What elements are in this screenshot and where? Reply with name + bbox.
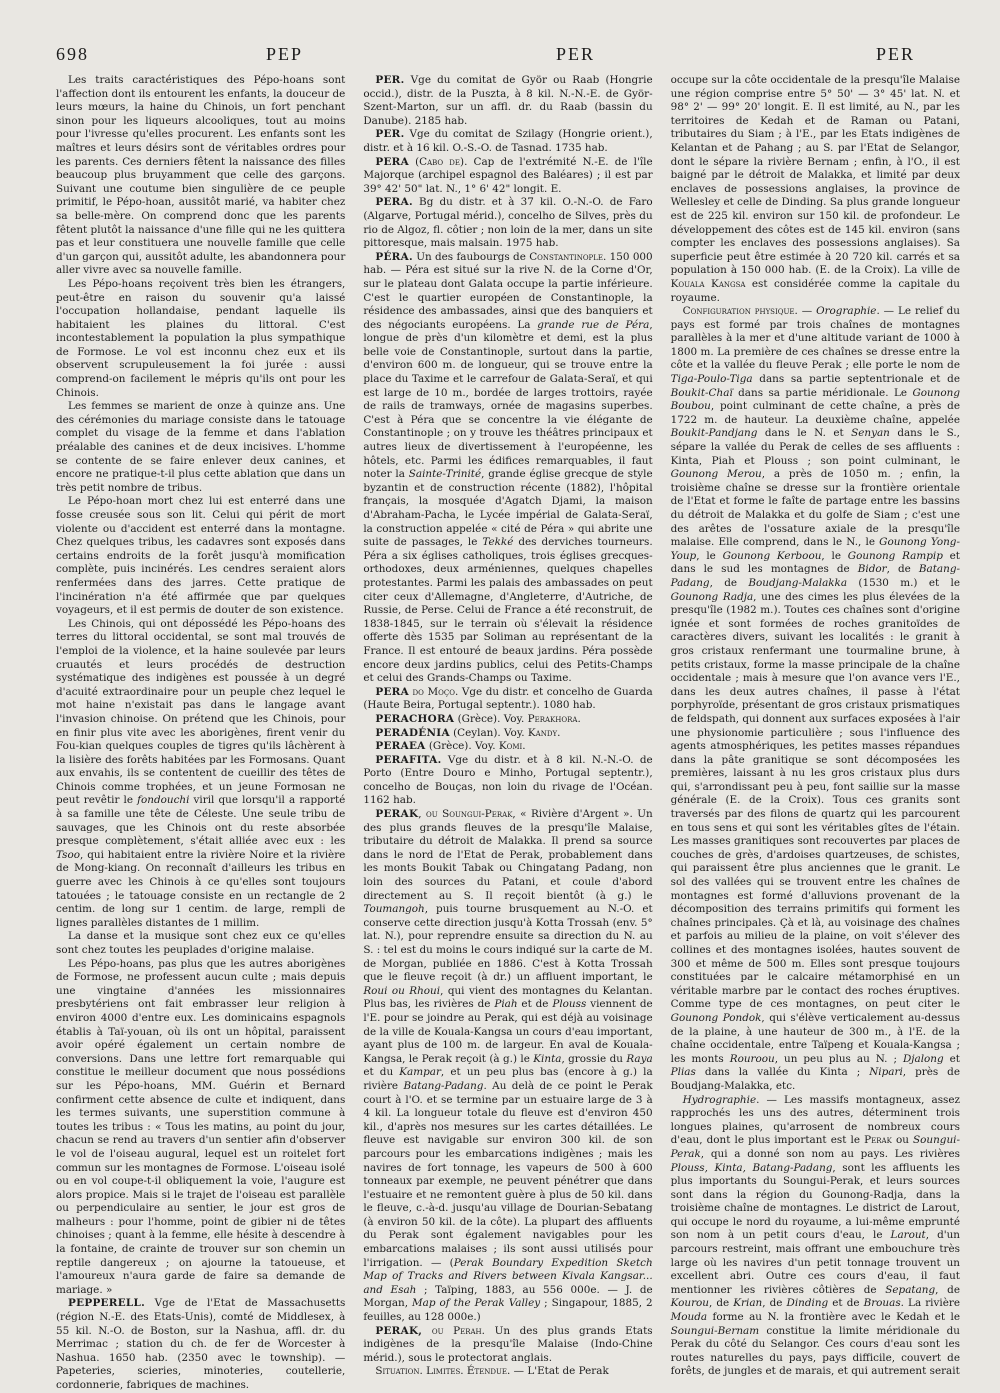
headword: PERA. (375, 196, 413, 209)
headword: PERAEA (375, 740, 426, 753)
text-run: Bidor (857, 563, 887, 576)
text-run: constitue la limite méridionale du Perak du côté du Selangor. Ces cours d'eau sont les routes naturelles du pays, pays difficile, couvert de forêts, de jungles et de marais, et qui autrement serait (670, 1324, 960, 1378)
text-run: , a près de 1050 m. ; enfin, la troisième chaîne se dresse sur la frontière orientale de l'Etat et forme le faîte de partage entre les bassins du détroit de Malakka et du golfe de Siam ; c'est une des arêtes de l'ossature axiale de la presqu'île malaise. Elle comprend, dans le N., le (670, 468, 960, 549)
text-run: Nipari (869, 1066, 903, 1079)
text-run: . 150 000 hab. — Péra est situé sur la rive N. de la Corne d'Or, sur le plateau dont Galata occupe la partie inférieure. C'est le quartier européen de Constantinople, la résidence des ambassades, ainsi que des banquiers et des négociants européens. La (363, 250, 653, 331)
entry-perak-river (363, 808, 652, 1325)
paragraph (56, 618, 345, 931)
text-run: . La rivière (900, 1297, 960, 1310)
text-run: , qui s'élève verticalement au-dessus de la plaine, à une hauteur de 300 m., à l'E. de la chaîne occidentale, entre Taïpeng et Kouala-Kangsa ; les monts (670, 1011, 960, 1065)
text-run: Constantinople (529, 250, 604, 263)
running-head-center: PER (556, 44, 596, 64)
text-run: , grande église grecque de style byzantin et de construction récente (1882), l'hôpital français, la mosquée d'Agatch Djami, la maison d'Abraham-Pacha, le Lycée impérial de Galata-Seraï, la construction appelée « cité de Péra » qui abrite une suite de passages, le (363, 468, 653, 549)
cross-reference-link[interactable]: Kandy (527, 726, 558, 739)
text-run: Gounong Kerboou (722, 549, 822, 562)
column-3 (670, 74, 960, 1378)
section-heading: Situation. Limites. Étendue. (375, 1365, 511, 1378)
entry-peradenia: PERADÉNIA (Ceylan). Voy. Kandy. (375, 726, 561, 739)
text-run: , qui vient des montagnes du Kelantan. Plus bas, les rivières de (363, 984, 653, 1011)
text-run: , une des cimes les plus élevées de la presqu'île (1982 m.). Toutes ces chaînes sont d'origine ignée et sont formées de roches granitoïdes de caractères divers, suivant les localités : le granit à gros cristaux renfermant une tourmaline brune, à petits cristaux, forme la masse principale de la chaîne occidentale ; mais à mesure que l'on avance vers l'E., dans les deux autres chaînes, il passe à l'état porphyroïde, présentant de gros cristaux prismatiques de feldspath, qui donnent aux surfaces exposées à l'air une physionomie particulière ; sous l'influence des agents atmosphériques, les petites masses répandues dans la pâte granitique se sont décomposées les premières, laissant à nu les gros cristaux plus durs qui, s'arrondissant peu à peu, font saillie sur la masse générale (E. de la Croix). Tous ces granits sont traversés par des filons de quartz qui les parcourent en tous sens et qui sont les véritables gîtes de l'étain. Les masses granitiques sont recouvertes par places de couches de grès, d'ardoises quartzeuses, de schistes, qui paraissent être plus anciennes que le granit. Le sol des vallées qui se trouvent entre les chaînes de montagnes est formé d'alluvions provenant de la décomposition des terrains primitifs qui forment les chaînes principales. Çà et là, au voisinage des chaînes et parfois au milieu de la plaine, on voit s'élever des collines et des montagnes isolées, hautes souvent de 300 et même de 500 m. Elles sont presque toujours constituées par le calcaire métamorphisé en un véritable marbre par le contact des roches éruptives. Comme type de ces montagnes, on peut citer le (670, 590, 960, 1011)
text-run: Tsoo (56, 848, 81, 861)
entry-peraea: PERAEA (Grèce). Voy. Komi. (375, 740, 526, 753)
text-run: Senyan (851, 427, 890, 440)
headword: PÉRA. (375, 250, 413, 263)
text-run: Batang-Padang (670, 563, 960, 589)
text-run: occupe sur la côte occidentale de la presqu'île Malaise une région comprise entre 5° 50' — 3° 45' lat. N. et 98° 2' — 99° 20' longit. E. Il est limité, au N., par les territoires de Kedah et de Raman ou Patani, tributaires du Siam ; à l'E., par les Etats indigènes de Kelantan et de Pahang ; au S. par l'Etat de Selangor, dont le sépare la rivière Bernam ; enfin, à l'O., il est baigné par le détroit de Malakka, et limité par deux enclaves de possessions anglaises, la province de Wellesley et celle de Dinding. Sa plus grande longueur est de 225 kil. environ sur 150 kil. de profondeur. Le développement des côtes est de 145 kil. environ (sans compter les enclaves des possessions anglaises). Sa superficie peut être estimée à 20 720 kil. carrés et sa population à 150 000 hab. (E. de la Croix). La ville de (670, 74, 960, 277)
entry-perak-state (363, 1325, 652, 1366)
text-run: , le (696, 549, 723, 562)
entry-pera-cabo (363, 156, 652, 197)
running-header (56, 40, 960, 74)
paragraph: Les Pépo-hoans reçoivent très bien les étrangers, peut-être en raison du souvenir qu'a laissé l'occupation hollandaise, pendant laquelle ils habitaient les plaines du littoral. C'est incontestablement la population la plus sympathique de Formose. Le vol est inconnu chez eux et ils observent scrupuleusement la foi jurée : aussi comprend-on facilement le mépris qu'ils ont pour les Chinois. (56, 277, 346, 399)
headword: PERA (375, 685, 409, 698)
running-head-right: PER (876, 44, 916, 64)
text-run: Boukit-Pandjang (670, 427, 758, 440)
text-run: Sepatang (885, 1283, 936, 1296)
cross-reference-link[interactable]: Komi (498, 740, 523, 753)
entry-per-1 (363, 74, 652, 128)
text-run: Dinding (786, 1297, 829, 1310)
text-run: Krian (733, 1297, 763, 1310)
text-run: Soungui-Bernam (670, 1324, 760, 1337)
text-run: Boukit-Chaï (670, 386, 733, 399)
section-heading: Configuration physique. (682, 305, 798, 318)
text-run: Gounong Yong-Youp (670, 536, 960, 562)
text-run: Roui ou Rhoui (363, 984, 441, 997)
text-run: grande rue de Péra (537, 318, 650, 331)
text-run: do Moço. (408, 685, 459, 698)
text-run: . Au delà de ce point le Perak court à l'O. et se termine par un estuaire large de 3 à 4 kil. La longueur totale du fleuve est d'environ 450 kil., d'après nos mesures sur les cartes détaillées. Le fleuve est navigable sur environ 300 kil. de son parcours pour les embarcations indigènes ; mais les navires de fort tonnage, les vapeurs de 500 à 600 tonneaux par exemple, ne peuvent pénétrer que dans l'estuaire et ne remontent guère à plus de 50 kil. dans le fleuve, c.-à-d. jusqu'au village de Dourian-Sebatang (à environ 50 kil. de la côte). La plupart des affluents du Perak sont également navigables pour les embarcations malaises ; ils sont aussi utilisés pour l'irrigation. — ( (363, 1079, 653, 1269)
text-run: Plias (670, 1066, 696, 1079)
paragraph: Les traits caractéristiques des Pépo-hoans sont l'affection dont ils entourent les enfants, la douceur de leurs mœurs, la haine du Chinois, un fort penchant sinon pour les liqueurs alcooliques, tout au moins pour l'ivresse qu'elles procurent. Les enfants sont les maîtres et leurs désirs sont de véritables ordres pour les parents. Ces derniers fêtent la naissance des filles beaucoup plus bruyamment que celle des garçons. Suivant une coutume bien singulière de ce peuple primitif, le Pépo-hoan, aussitôt marié, va habiter chez sa belle-mère. On comprend donc que les parents fêtent plutôt la naissance d'une fille qui ne les quittera pas et leur constituera une nouvelle famille que celle d'un garçon qui, aussitôt adulte, les abandonnera pour aller vivre avec sa nouvelle famille. (56, 74, 346, 277)
text-run: et dans le sud les montagnes de (670, 549, 960, 576)
text-run: (Cabo de). (408, 155, 468, 168)
text-run: et du (363, 1066, 400, 1079)
text-run: , près de Boudjang-Malakka, etc. (670, 1066, 960, 1092)
text-run: Gounong Boubou (670, 386, 960, 413)
section-situation (363, 1365, 652, 1379)
headword: PERAK (375, 808, 419, 821)
text-run: — (797, 305, 817, 318)
text-run: , qui a donné son nom au pays. Les rivières (700, 1147, 960, 1160)
paragraph: Les femmes se marient de onze à quinze ans. Une des cérémonies du mariage consiste dans le tatouage complet du visage de la femme et dans l'ablation préalable des canines et de deux incisives. L'homme se contente de se faire enlever deux canines, et encore ne pratique-t-il plus cette ablation que dans un très petit nombre de tribus. (56, 400, 346, 494)
column-1 (56, 74, 346, 1391)
cross-reference-link[interactable]: Perakhora (527, 712, 578, 725)
text-run: , ou Soungui-Perak (418, 808, 513, 821)
text-run: Vge du comitat de Györ ou Raab (Hongrie occid.), distr. de la Puszta, à 8 kil. N.-N.-E. de Györ-Szent-Marton, sur un affl. dr. du Raab (bassin du Danube). 2185 hab. (363, 74, 653, 127)
text-run: viril que lorsqu'il a rapporté à sa famille une tête de Céleste. Une seule tribu de sauvages, que les Chinois ont du reste absorbée presque complètement, s'était alliée avec eux : les (56, 794, 346, 848)
headword: PEPPERELL. (68, 1297, 146, 1310)
paragraph: Le Pépo-hoan mort chez lui est enterré dans une fosse creusée sous son lit. Celui qui périt de mort violente ou d'accident est enterré dans la montagne. Chez quelques tribus, les cadavres sont exposés dans certains endroits de la forêt jusqu'à momification complète, puis incinérés. Les cendres seraient alors renfermées dans des jarres. Cette pratique de l'incinération n'a été affirmée que par quelques voyageurs, et il est permis de douter de son existence. (56, 495, 346, 617)
text-run: Djalong (902, 1052, 944, 1065)
text-run: dans sa partie septentrionale et de (752, 373, 960, 386)
text-run: Tekké (482, 536, 514, 549)
text-run: Vge du distr. et à 8 kil. N.-N.-O. de Porto (Entre Douro e Minho, Portugal septentr.), concelho de Bouças, non loin du rivage de l'Océan. 1162 hab. (363, 753, 653, 807)
text-run: Un des faubourgs de (412, 250, 530, 263)
text-run: , de (886, 563, 919, 576)
text-run: dans le S., sépare la vallée du Perak de celles de ses affluents : Kinta, Piah et Plouss ; son point culminant, le (670, 427, 960, 467)
text-run: et de (517, 998, 553, 1011)
text-run: , un peu plus au N. ; (774, 1052, 903, 1065)
text-run: Map of the Perak Valley (412, 1297, 541, 1310)
text-run: (1530 m.) et le (847, 576, 960, 589)
text-run: dans la vallée du Kinta ; (695, 1066, 870, 1079)
text-run: Vge du distr. et concelho de Guarda (Haute Beira, Portugal septentr.). 1080 hab. (363, 685, 653, 712)
text-run: Brouas (863, 1297, 901, 1310)
text-run: fondouchi (137, 794, 190, 807)
text-run: (Grèce). Voy. (454, 712, 528, 725)
text-run: Kampar (399, 1066, 441, 1079)
text-run: Kinta (533, 1052, 562, 1065)
text-run: Perak Boundary Expedition Sketch Map of Tracks and Rivers between Kivala Kangsar... and Esah (363, 1256, 653, 1296)
text-run: Les Chinois, qui ont dépossédé les Pépo-hoans des terres du littoral occidental, se sont mal trouvés de l'emploi de la violence, et la haine soulevée par leurs cruautés et leurs procédés de destruction systématique des indigènes est poussée à un degré d'acuité extraordinaire pour un peuple chez lequel le mot haine n'existait pas dans le langage avant l'invasion chinoise. On prétend que les Chinois, pour en finir plus vite avec les aborigènes, firent venir du Fou-kian quelques couples de tigres qu'ils lâchèrent à la lisière des forêts habitées par les Formosans. Quant aux envahis, ils se contentent de cueillir des têtes de Chinois comme trophées, et un jeune Formosan ne peut revêtir le (56, 617, 346, 807)
text-run: , qui habitaient entre la rivière Noire et la rivière de Mong-kiang. On reconnaît d'ailleurs les tribus en guerre avec les Chinois à ce qu'elles sont toujours tatouées ; le tatouage consiste en un rectangle de 2 centim. de long sur 1 centim. de large, rempli de lignes parallèles distantes de 1 millim. (56, 848, 346, 929)
entry-pera-bg (363, 196, 652, 250)
text-run: (Grèce). Voy. (425, 740, 499, 753)
text-run: est considérée comme la capitale du royaume. (670, 277, 960, 304)
text-run: ou Perah. (422, 1324, 485, 1337)
text-run: Kourou (670, 1297, 710, 1310)
paragraph (671, 74, 960, 305)
text-run: Soungui-Perak (670, 1134, 960, 1160)
entry-pepperell (56, 1297, 345, 1392)
text-run: , grossie du (561, 1052, 627, 1065)
text-run: et de (828, 1297, 864, 1310)
text-run: (Ceylan). Voy. (449, 726, 528, 739)
headword: PERADÉNIA (375, 726, 450, 739)
text-run: viennent de l'E. pour se joindre au Perak, qui est déjà au voisinage de la ville de Kouala-Kangsa un cours d'eau important, ayant plus de 100 m. de largeur. En aval de Kouala-Kangsa, le Perak reçoit (à g.) le (363, 998, 653, 1065)
text-run: , point culminant de cette chaîne, a près de 1722 m. de hauteur. La deuxième chaîne, appelée (670, 400, 960, 426)
text-run: Orographie (816, 305, 877, 318)
section-heading: Hydrographie (682, 1093, 757, 1106)
text-run: Plouss, Kinta, Batang-Padang (670, 1161, 833, 1174)
text-run: Gounong Radja (670, 590, 754, 603)
text-run: des derviches tourneurs. Péra a six églises catholiques, trois églises grecques-orthodoxes, deux arméniennes, quelques chapelles protestantes. Parmi les palais des ambassades on peut citer ceux d'Allemagne, d'Angleterre, d'Autriche, de Russie, de Perse. Celui de France a été reconstruit, de 1838-1845, sur le terrain où s'élevait la résidence offerte dès 1535 par Soliman au représentant de la France. Il est entouré de beaux jardins. Péra possède encore deux jardins publics, celui des Petits-Champs et celui des Grands-Champs ou Taxime. (363, 536, 653, 685)
text-run: Kouala Kangsa (670, 277, 746, 290)
text-run: Plouss (552, 998, 587, 1011)
entry-perafita (363, 754, 652, 808)
text-run: , sont les affluents les plus importants du Soungui-Perak, et leurs sources sont dans la région du Gounong-Radja, dans la troisième chaîne de montagnes. Le district de Larout, qui occupe le nord du royaume, a lui-même emprunté son nom à un petit cours d'eau, le (670, 1161, 960, 1242)
text-run: , « Rivière d'Argent ». Un des plus grands fleuves de la presqu'île Malaise, tributaire du détroit de Malakka. Il prend sa source dans le nord de l'Etat de Perak, probablement dans les monts Boukit Tabak ou Chingatang Padang, non loin des sources du Patani, et coule d'abord directement au S. Il reçoit bientôt (à g.) le (363, 808, 653, 902)
text-run: Boudjang-Malakka (748, 576, 848, 589)
text-run: Tiga-Poulo-Tiga (670, 373, 753, 386)
text-run: , longue de près d'un kilomètre et demi, est la plus belle voie de Constantinople, surtout dans la partie, d'environ 600 m. de longueur, qui se trouve entre la place du Taxime et le carrefour de Galata-Seraï, et qui est large de 10 m., bordée de larges trottoirs, rayée de rails de tramways, ornée de magasins superbes. C'est à Péra que se concentre la vie élégante de Constantinople ; on y trouve les théâtres principaux et autres lieux de divertissement à l'européenne, les hôtels, etc. Parmi les édifices remarquables, il faut noter la (363, 318, 653, 481)
text-run: Bg du distr. et à 37 kil. O.-N.-O. de Faro (Algarve, Portugal mérid.), concelho de Silves, près du rio de Algoz, fl. côtier ; non loin de la mer, dans un site pittoresque, mais malsain. 1975 hab. (363, 196, 653, 250)
text-run: , le (821, 549, 848, 562)
text-run: forme au N. la frontière avec le Kedah et le (707, 1311, 960, 1324)
entry-per-2 (363, 128, 652, 155)
text-run: . — Le relief du pays est formé par trois chaînes de montagnes parallèles à la mer et d'une altitude variant de 1000 à 1800 m. La première de ces chaînes se dresse entre la côte et la vallée du fleuve Perak ; elle porte le nom de (670, 305, 960, 372)
text-run: , et un peu plus bas (encore à g.) la rivière (363, 1066, 653, 1092)
text-run: Batang-Padang (403, 1079, 484, 1092)
text-run: et (943, 1052, 960, 1065)
running-head-left: PEP (266, 44, 304, 64)
text-run: dans sa partie méridionale. Le (732, 386, 913, 399)
text-run: Raya (626, 1052, 653, 1065)
text-run: — L'Etat de Perak (510, 1365, 609, 1378)
text-run: ou (891, 1134, 914, 1147)
text-run: , de (935, 1283, 960, 1296)
headword: PERACHORA (375, 712, 455, 725)
entry-perachora: PERACHORA (Grèce). Voy. Perakhora. (375, 712, 581, 725)
text-run: dans le N. et (757, 427, 852, 440)
text-run: Larout (890, 1229, 926, 1242)
text-run: Sainte-Trinité (408, 468, 482, 481)
text-run: , de (709, 576, 749, 589)
text-run: Piah (494, 998, 518, 1011)
text-run: Vge du comitat de Szilagy (Hongrie orient.), distr. et à 16 kil. O.-S.-O. de Tasnad. 1735 hab. (363, 128, 653, 154)
page-number: 698 (56, 44, 89, 64)
text-run: , d'un parcours restreint, mais offrant une embouchure très large où les navires d'un petit tonnage trouvent un excellent abri. Outre ces cours d'eau, il faut mentionner les rivières côtières de (670, 1229, 960, 1296)
text-run: Gounong Pondok (670, 1011, 762, 1024)
paragraph: Les Pépo-hoans, pas plus que les autres aborigènes de Formose, ne professent aucun culte ; mais depuis une vingtaine d'années les missionnaires presbytériens ont fait embrasser leur religion à environ 4000 d'entre eux. Les dominicains espagnols établis à Taï-youan, où ils ont un hôpital, paraissent avoir opéré également un certain nombre de conversions. Dans une lettre fort remarquable qui constitue le meilleur document que nous possédions sur les Pépo-hoans, MM. Guérin et Bernard confirment cette absence de culte et indiquent, dans les termes suivants, une superstition commune à toutes les tribus : « Tous les matins, au point du jour, chacun se rend au travers d'un sentier afin d'observer le vol de l'oiseau augural, lequel est un roitelet fort commun sur les montagnes de Formose. L'oiseau isolé ou en vol coupe-t-il obliquement la voie, l'augure est alors propice. Mais si le trajet de l'oiseau est parallèle ou perpendiculaire au sentier, le jour est gros de malheurs : pour l'homme, point de gibier ni de têtes chinoises ; quant à la femme, elle hésite à descendre à la fontaine, de crainte de trouver sur son chemin un reptile dangereux ; on ajourne la tatoueuse, et l'amoureux n'aura garde de faire sa demande de mariage. » (56, 957, 346, 1296)
text-run: Un des plus grands Etats indigènes de la presqu'île Malaise (Indo-Chine mérid.), sous le protectorat anglais. (363, 1324, 653, 1364)
text-run: ; Singapour, 1885, 2 feuilles, au 128 000e.) (363, 1297, 653, 1324)
headword: PERAK, (375, 1324, 423, 1337)
text-run: Perak (864, 1134, 892, 1147)
text-run: , puis tourne brusquement au N.-O. et conserve cette direction jusqu'à Kotta Trossah (env. 5° lat. N.), pour reprendre ensuite sa direction du N. au S. : tel est du moins le cours indiqué sur la carte de M. de Morgan, publiée en 1886. C'est à Kotta Trossah que le fleuve reçoit (à dr.) un affluent important, le (363, 903, 653, 984)
text-run: Toumangoh (363, 903, 425, 916)
headword: PER. (375, 128, 405, 141)
headword: PERAFITA. (375, 753, 442, 766)
headword: PERA (375, 155, 409, 168)
text-columns (56, 74, 960, 1391)
section-configuration (671, 305, 960, 1093)
section-hydrography (671, 1094, 960, 1379)
text-run: Gounong Merou (670, 468, 762, 481)
entry-pera-constantinople (363, 251, 652, 686)
entry-pera-moco (363, 686, 652, 713)
text-run: Rouroou (729, 1052, 775, 1065)
paragraph: La danse et la musique sont chez eux ce qu'elles sont chez toutes les peuplades d'origine malaise. (56, 930, 346, 956)
text-run: Cap de l'extrémité N.-E. de l'île Majorque (archipel espagnol des Baléares) ; il est par 39° 42' 50" lat. N., 1° 6' 42" longit. E. (363, 155, 653, 195)
text-run: , de (709, 1297, 734, 1310)
text-run: . — Les massifs montagneux, assez rapprochés les uns des autres, déterminent trois longues plaines, qu'arrosent de nombreux cours d'eau, dont le plus important est le (670, 1093, 960, 1147)
text-run: Mouda (670, 1311, 708, 1324)
text-run: , de (762, 1297, 787, 1310)
text-run: ; Taïping, 1883, au 556 000e. — J. de Morgan, (363, 1283, 653, 1310)
column-2 (363, 74, 653, 1378)
text-run: Gounong Rampip (847, 549, 943, 562)
text-run: Vge de l'Etat de Massachusetts (région N.-E. des Etats-Unis), comté de Middlesex, à 55 kil. N.-O. de Boston, sur la Nashua, affl. dr. du Merrimac ; station du ch. de fer de Worcester à Nashua. 1650 hab. (2350 avec le township). — Papeteries, scieries, minoteries, coutellerie, cordonnerie, fabriques de machines. (56, 1297, 346, 1391)
headword: PER. (375, 74, 405, 86)
